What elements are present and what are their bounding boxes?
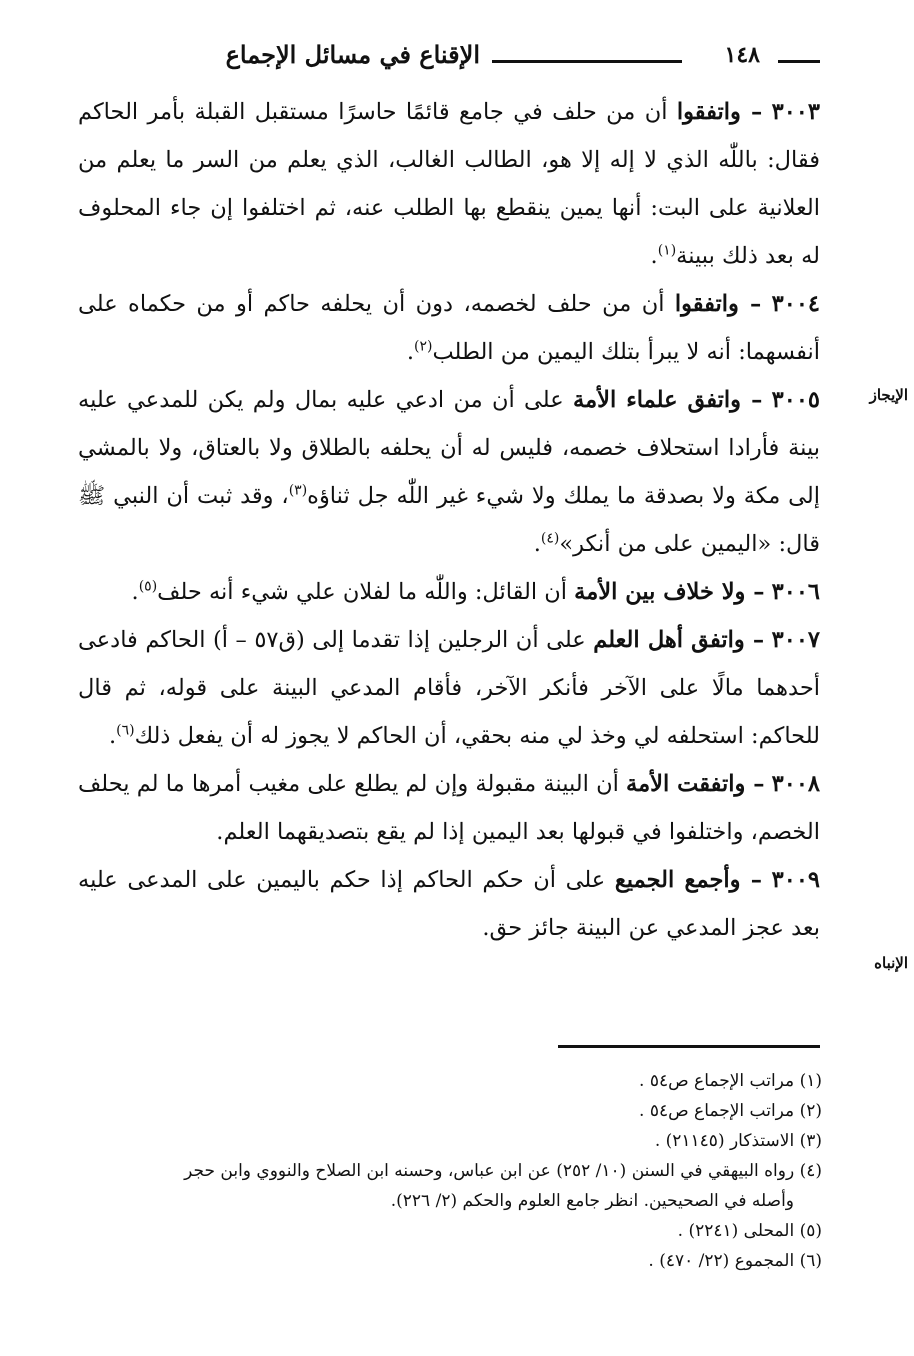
paragraph-number: ٣٠٠٨ — [771, 771, 820, 797]
footnote-ref: (٢) — [413, 338, 433, 355]
footnote-label: (٦) — [799, 1251, 822, 1271]
footnote-6 — [78, 1246, 822, 1276]
footnote-text: المجموع (٢٢/ ٤٧٠) . — [648, 1251, 795, 1271]
header-rule-middle — [492, 60, 682, 63]
dash: – — [740, 867, 763, 893]
paragraph-text: على أن من ادعي عليه بمال ولم يكن للمدعي عليه بينة فأرادا استحلاف خصمه، فليس له أن يحلفه بالطلاق ولا بالعتاق، ولا بالمشي إلى مكة ولا بصدقة ما يملك ولا شيء غير اللّٰه جل ثناؤه — [78, 387, 821, 509]
margin-label-ijaz: الإيجاز — [869, 386, 908, 404]
paragraph-text: على أن حكم الحاكم إذا حكم باليمين على المدعى عليه بعد عجز المدعي عن البينة جائز حق. — [78, 867, 820, 941]
paragraph-3005 — [78, 376, 820, 568]
footnote-4 — [78, 1156, 822, 1186]
footnote-label: (١) — [799, 1071, 822, 1091]
footnote-text: الاستذكار (٢١١٤٥) . — [654, 1131, 795, 1151]
paragraph-3003 — [78, 88, 820, 280]
footnotes — [78, 1066, 822, 1276]
paragraph-number: ٣٠٠٧ — [771, 627, 821, 653]
paragraph-end: . — [131, 579, 139, 605]
footnote-text: مراتب الإجماع ص٥٤ . — [639, 1101, 795, 1121]
paragraph-text: أن من حلف لخصمه، دون أن يحلفه حاكم أو من حكماه على أنفسهما: أنه لا يبرأ بتلك اليمين من الطلب — [78, 291, 820, 365]
page-header — [60, 36, 820, 76]
footnote-ref: (٥) — [138, 578, 158, 595]
paragraph-number: ٣٠٠٦ — [771, 579, 820, 605]
footnote-text: المحلى (٢٢٤١) . — [677, 1221, 795, 1241]
paragraph-3009 — [78, 856, 820, 952]
dash: – — [738, 291, 762, 317]
footnote-text: رواه البيهقي في السنن (١٠/ ٢٥٢) عن ابن عباس، وحسنه ابن الصلاح والنووي وابن حجر — [184, 1161, 795, 1181]
paragraph-number: ٣٠٠٩ — [771, 867, 821, 893]
paragraph-number: ٣٠٠٥ — [771, 387, 820, 413]
paragraph-text: أن البينة مقبولة وإن لم يطلع على مغيب أمرها ما لم يحلف الخصم، واختلفوا في قبولها بعد اليمين إذا لم يقع بتصديقهما العلم. — [78, 771, 820, 845]
footnote-5 — [78, 1216, 822, 1246]
page-number: ١٤٨ — [724, 42, 760, 68]
paragraph-3004 — [78, 280, 820, 376]
paragraph-keyword: واتفقت الأمة — [626, 771, 746, 797]
running-title: الإقناع في مسائل الإجماع — [225, 40, 480, 69]
paragraph-text: أن القائل: واللّٰه ما لفلان علي شيء أنه حلف — [157, 579, 575, 605]
paragraph-3006 — [78, 568, 820, 616]
dash: – — [740, 99, 763, 125]
paragraph-keyword: ولا خلاف بين الأمة — [574, 579, 746, 605]
footnote-ref: (٣) — [288, 482, 308, 499]
margin-label-inbah: الإنباه — [874, 954, 908, 972]
footnote-text: مراتب الإجماع ص٥٤ . — [639, 1071, 795, 1091]
paragraph-text: على أن الرجلين إذا تقدما إلى (ق٥٧ – أ) الحاكم فادعى أحدهما مالًا على الآخر فأنكر الآخر، فأقام المدعي البينة على قوله، ثم قال للحاكم: استحلفه لي وخذ لي منه بحقي، أن الحاكم لا يجوز له أن يفعل ذلك — [78, 627, 820, 749]
paragraph-text: أن من حلف في جامع قائمًا حاسرًا مستقبل القبلة بأمر الحاكم فقال: باللّٰه الذي لا إله إلا هو، الطالب الغالب، الذي يعلم من السر ما يعلم من العلانية على البت: أنها يمين ينقطع بها الطلب عنه، ثم اختلفوا إن جاء المحلوف له بعد ذلك ببينة — [78, 99, 820, 269]
footnote-ref: (١) — [657, 242, 677, 259]
footnote-separator — [558, 1045, 820, 1048]
footnote-label: (٢) — [799, 1101, 822, 1121]
footnote-3 — [78, 1126, 822, 1156]
paragraph-keyword: واتفقوا — [676, 99, 741, 125]
footnote-ref: (٤) — [540, 530, 560, 547]
paragraph-end: . — [650, 243, 658, 269]
paragraph-3008 — [78, 760, 820, 856]
paragraph-keyword: وأجمع الجميع — [614, 867, 741, 893]
footnote-text: وأصله في الصحيحين. انظر جامع العلوم والحكم (٢/ ٢٢٦). — [390, 1191, 794, 1211]
paragraph-text-continued: ، وقد ثبت أن النبي ﷺ قال: «اليمين على من أنكر» — [78, 483, 820, 557]
dash: – — [745, 579, 765, 605]
paragraph-end: . — [533, 531, 541, 557]
header-rule-right — [778, 60, 820, 63]
paragraph-number: ٣٠٠٤ — [771, 291, 820, 317]
paragraph-number: ٣٠٠٣ — [771, 99, 820, 125]
paragraph-end: . — [406, 339, 414, 365]
dash: – — [744, 627, 765, 653]
paragraph-keyword: واتفق علماء الأمة — [573, 387, 742, 413]
footnote-2 — [78, 1096, 822, 1126]
main-text — [78, 88, 820, 952]
paragraph-keyword: واتفق أهل العلم — [593, 627, 745, 653]
paragraph-keyword: واتفقوا — [674, 291, 739, 317]
dash: – — [741, 387, 763, 413]
footnote-label: (٤) — [799, 1161, 822, 1181]
paragraph-3007 — [78, 616, 820, 760]
footnote-label: (٣) — [799, 1131, 822, 1151]
footnote-label: (٥) — [799, 1221, 822, 1241]
dash: – — [745, 771, 765, 797]
footnote-1 — [78, 1066, 822, 1096]
footnote-4-continued — [78, 1186, 822, 1216]
footnote-ref: (٦) — [116, 722, 135, 739]
paragraph-end: . — [108, 723, 117, 749]
